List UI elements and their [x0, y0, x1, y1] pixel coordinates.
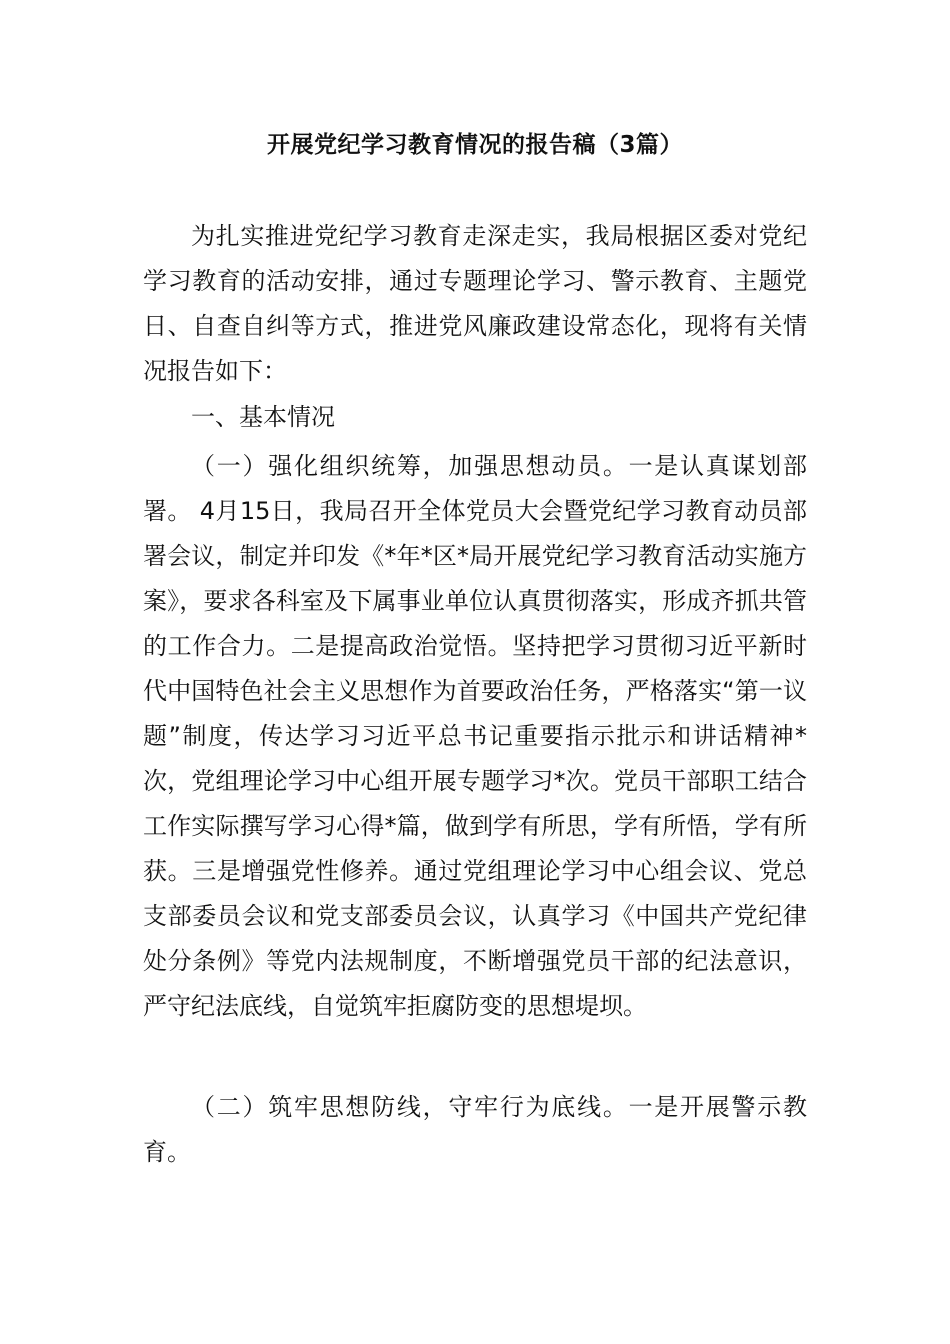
document-title: 开展党纪学习教育情况的报告稿（3篇）	[266, 132, 683, 158]
section-one-paragraph: （一）强化组织统筹，加强思想动员。一是认真谋划部署。 4月15日，我局召开全体党员大会暨党纪学习教育动员部署会议，制定并印发《*年*区*局开展党纪学习教育活动实施方案》，要求各科室及下属事业单位认真贯彻落实，形成齐抓共管的工作合力。二是提高政治觉悟。坚持把学习贯彻习近平新时代中国特色社会主义思想作为首要政治任务，严格落实“第一议题”制度，传达学习习近平总书记重要指示批示和讲话精神*次，党组理论学习中心组开展专题学习*次。党员干部职工结合工作实际撰写学习心得*篇，做到学有所思，学有所悟，学有所获。三是增强党性修养。通过党组理论学习中心组会议、党总支部委员会议和党支部委员会议，认真学习《中国共产党纪律处分条例》等党内法规制度，不断增强党员干部的纪法意识，严守纪法底线，自觉筑牢拒腐防变的思想堤坝。	[143, 452, 807, 1020]
section-heading-basic-situation: 一、基本情况	[191, 403, 335, 431]
section-two-paragraph: （二）筑牢思想防线，守牢行为底线。一是开展警示教育。	[143, 1093, 807, 1166]
intro-paragraph: 为扎实推进党纪学习教育走深走实，我局根据区委对党纪学习教育的活动安排，通过专题理论学习、警示教育、主题党日、自查自纠等方式，推进党风廉政建设常态化，现将有关情况报告如下：	[143, 222, 807, 385]
